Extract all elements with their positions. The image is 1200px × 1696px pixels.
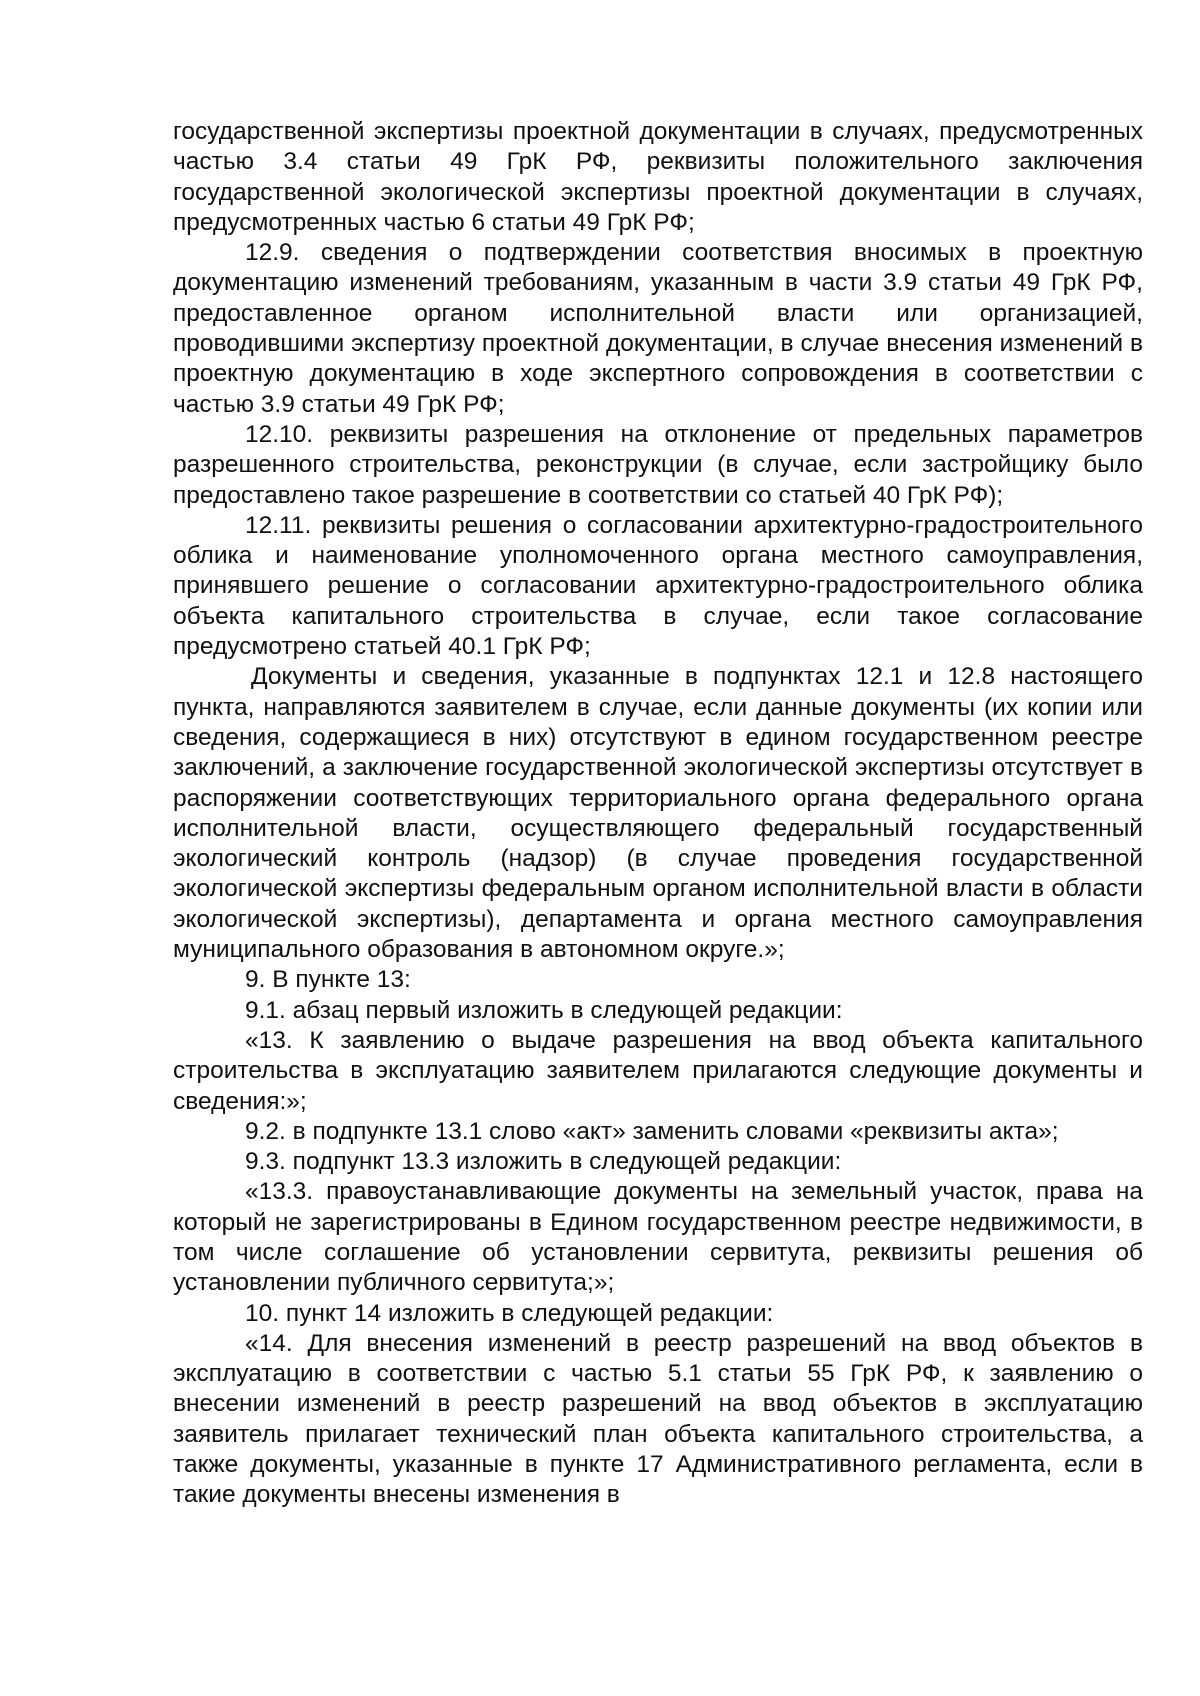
paragraph-item-14: «14. Для внесения изменений в реестр разрешений на ввод объектов в эксплуатацию в соответствии с частью 5.1 статьи 55 ГрК РФ, к заявлению о внесении изменений в реестр разрешений на ввод объектов в эксплуатацию заявитель прилагает технический план объекта капитального строительства, а также документы, указанные в пункте 17 Административного регламента, если в такие документы внесены изменения в bbox=[173, 1329, 1143, 1509]
paragraph-item-9-1: 9.1. абзац первый изложить в следующей редакции: bbox=[245, 996, 843, 1024]
paragraph-item-9-3: 9.3. подпункт 13.3 изложить в следующей редакции: bbox=[245, 1148, 842, 1176]
paragraph-12-9: 12.9. сведения о подтверждении соответствия вносимых в проектную документацию изменений требованиям, указанным в части 3.9 статьи 49 ГрК РФ, предоставленное органом исполнительной власти или организацией, проводившими экспертизу проектной документации, в случае внесения изменений в проектную документацию в ходе экспертного сопровождения в соответствии с частью 3.9 статьи 49 ГрК РФ; bbox=[173, 239, 1143, 418]
paragraph-item-13: «13. К заявлению о выдаче разрешения на ввод объекта капитального строительства в эксплуатацию заявителем прилагаются следующие документы и сведения:»; bbox=[173, 1026, 1143, 1115]
paragraph-item-10: 10. пункт 14 изложить в следующей редакции: bbox=[245, 1299, 774, 1327]
paragraph-documents-note: Документы и сведения, указанные в подпунктах 12.1 и 12.8 настоящего пункта, направляются заявителем в случае, если данные документы (их копии или сведения, содержащиеся в них) отсутствуют в едином государственном реестре заключений, а заключение государственной экологической экспертизы отсутствует в распоряжении соответствующих территориального органа федерального органа исполнительной власти, осуществляющего федеральный государственный экологический контроль (надзор) (в случае проведения государственной экологической экспертизы федеральным органом исполнительной власти в области экологической экспертизы), департамента и органа местного самоуправления муниципального образования в автономном округе.»; bbox=[173, 663, 1143, 964]
paragraph-item-13-3: «13.3. правоустанавливающие документы на земельный участок, права на который не зарегистрированы в Едином государственном реестре недвижимости, в том числе соглашение об установлении сервитута, реквизиты решения об установлении публичного сервитута;»; bbox=[173, 1178, 1143, 1297]
paragraph-12-10: 12.10. реквизиты разрешения на отклонение от предельных параметров разрешенного строительства, реконструкции (в случае, если застройщику было предоставлено такое разрешение в соответствии со статьей 40 ГрК РФ); bbox=[173, 420, 1143, 509]
paragraph-item-9-2: 9.2. в подпункте 13.1 слово «акт» заменить словами «реквизиты акта»; bbox=[245, 1117, 1059, 1145]
paragraph-item-9: 9. В пункте 13: bbox=[245, 966, 411, 994]
paragraph-1: государственной экспертизы проектной документации в случаях, предусмотренных частью 3.4 статьи 49 ГрК РФ, реквизиты положительного заключения государственной экологической экспертизы проектной документации в случаях, предусмотренных частью 6 статьи 49 ГрК РФ; bbox=[173, 118, 1143, 236]
document-text bbox=[173, 117, 1143, 1511]
paragraph-12-11: 12.11. реквизиты решения о согласовании архитектурно-градостроительного облика и наименование уполномоченного органа местного самоуправления, принявшего решение о согласовании архитектурно-градостроительного облика объекта капитального строительства в случае, если такое согласование предусмотрено статьей 40.1 ГрК РФ; bbox=[173, 511, 1143, 661]
